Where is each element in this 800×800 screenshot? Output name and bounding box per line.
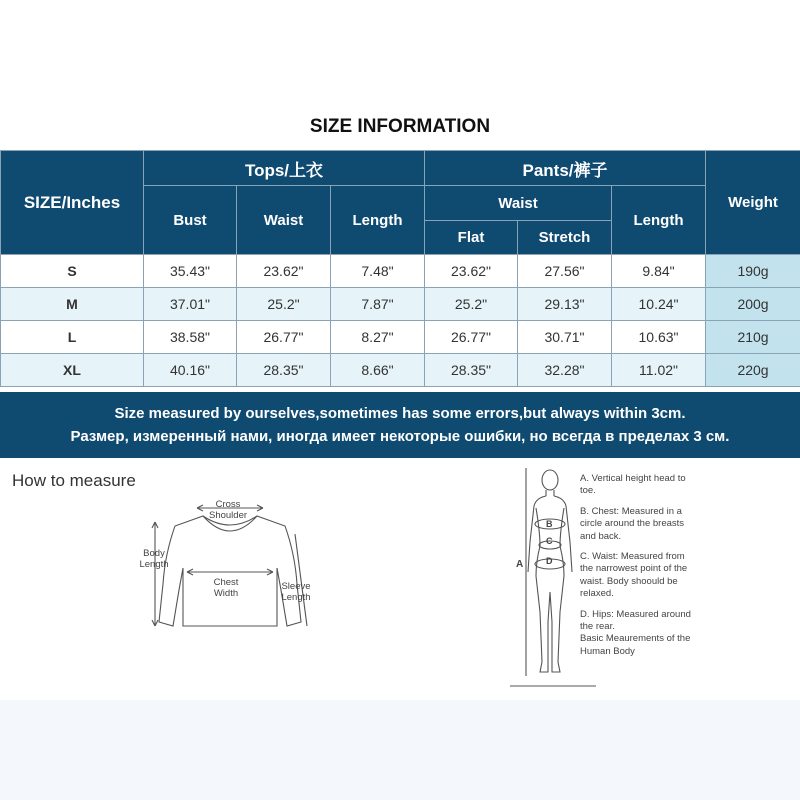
- length-cell: 8.27": [331, 321, 425, 354]
- figure-label-d: D: [546, 556, 553, 566]
- weight-cell: 200g: [706, 288, 800, 321]
- header-flat: Flat: [425, 221, 518, 255]
- legend-c: C. Waist: Measured from the narrowest point of the waist. Body shoould be relaxed.: [580, 551, 688, 600]
- bust-cell: 35.43": [144, 255, 237, 288]
- note-russian: Размер, измеренный нами, иногда имеет некоторые ошибки, но всегда в пределах 3 см.: [70, 428, 730, 445]
- header-tops-waist: Waist: [237, 186, 331, 255]
- stretch-cell: 29.13": [518, 288, 612, 321]
- figure-label-a: A: [516, 559, 524, 570]
- waist-cell: 25.2": [237, 288, 331, 321]
- note-english: Size measured by ourselves,sometimes has some errors,but always within 3cm.: [114, 405, 686, 422]
- waist-cell: 28.35": [237, 354, 331, 387]
- weight-cell: 210g: [706, 321, 800, 354]
- flat-cell: 26.77": [425, 321, 518, 354]
- label-sleeve-length: Sleeve Length: [281, 581, 311, 603]
- header-pants-length: Length: [612, 186, 706, 255]
- length-cell: 8.66": [331, 354, 425, 387]
- weight-cell: 190g: [706, 255, 800, 288]
- label-body-length: Body Length: [139, 548, 169, 570]
- bust-cell: 40.16": [144, 354, 237, 387]
- flat-cell: 23.62": [425, 255, 518, 288]
- measurement-note: [0, 392, 800, 458]
- header-tops: Tops/上衣: [144, 151, 425, 186]
- size-table: [0, 150, 800, 387]
- table-row: [1, 321, 800, 354]
- size-cell: XL: [1, 354, 144, 387]
- pants-length-cell: 11.02": [612, 354, 706, 387]
- table-row: [1, 288, 800, 321]
- stretch-cell: 30.71": [518, 321, 612, 354]
- pants-length-cell: 10.24": [612, 288, 706, 321]
- header-stretch: Stretch: [518, 221, 612, 255]
- label-cross-shoulder: Cross Shoulder: [208, 499, 248, 521]
- figure-label-b: B: [546, 519, 553, 529]
- legend-a: A. Vertical height head to toe.: [580, 473, 686, 497]
- pants-length-cell: 10.63": [612, 321, 706, 354]
- table-row: [1, 354, 800, 387]
- header-size: SIZE/Inches: [1, 151, 144, 255]
- stretch-cell: 27.56": [518, 255, 612, 288]
- table-row: [1, 255, 800, 288]
- header-weight: Weight: [706, 151, 800, 255]
- stretch-cell: 32.28": [518, 354, 612, 387]
- size-cell: S: [1, 255, 144, 288]
- pants-length-cell: 9.84": [612, 255, 706, 288]
- legend-basic: Basic Meaurements of the Human Body: [580, 633, 691, 657]
- measurement-legend: [580, 473, 700, 658]
- length-cell: 7.48": [331, 255, 425, 288]
- waist-cell: 26.77": [237, 321, 331, 354]
- how-to-measure-title: How to measure: [12, 471, 136, 490]
- flat-cell: 25.2": [425, 288, 518, 321]
- size-cell: M: [1, 288, 144, 321]
- length-cell: 7.87": [331, 288, 425, 321]
- legend-b: B. Chest: Measured in a circle around the breasts and back.: [580, 505, 685, 542]
- header-pants-waist: Waist: [425, 186, 612, 221]
- page-title: SIZE INFORMATION: [309, 116, 491, 137]
- bust-cell: 38.58": [144, 321, 237, 354]
- header-pants: Pants/裤子: [425, 151, 706, 186]
- bust-cell: 37.01": [144, 288, 237, 321]
- waist-cell: 23.62": [237, 255, 331, 288]
- figure-label-c: C: [546, 536, 553, 546]
- label-chest-width: Chest Width: [213, 577, 239, 599]
- legend-d: D. Hips: Measured around the rear.: [580, 608, 691, 633]
- size-cell: L: [1, 321, 144, 354]
- weight-cell: 220g: [706, 354, 800, 387]
- page-background-bottom: [0, 700, 800, 800]
- flat-cell: 28.35": [425, 354, 518, 387]
- header-tops-length: Length: [331, 186, 425, 255]
- header-bust: Bust: [144, 186, 237, 255]
